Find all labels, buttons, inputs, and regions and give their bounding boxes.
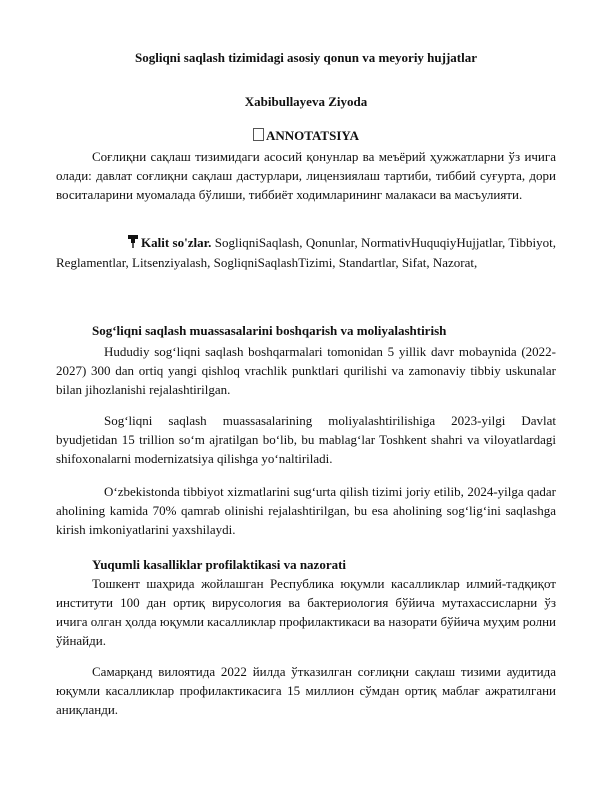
keywords-list: SogliqniSaqlash, Qonunlar, NormativHuquqiyHujjatlar, Tibbiyot, Reglamentlar, Litsenziyalash, SogliqniSaqlashTizimi, Standartlar, Sifat, Nazorat,	[56, 235, 556, 270]
paper-title: Sogliqni saqlash tizimidagi asosiy qonun va meyoriy hujjatlar	[134, 50, 478, 65]
annotation-heading	[56, 128, 556, 144]
keywords-label: Kalit so'zlar.	[141, 235, 212, 250]
section1-paragraph-2: Sog‘liqni saqlash muassasalarining moliyalashtirilishiga 2023-yilgi Davlat byudjetidan 15 trillion so‘m ajratilgan bo‘lib, bu mablag‘lar Toshkent shahri va viloyatlardagi shifoxonalarni modernizatsiya qilishga yo‘naltiriladi.	[56, 413, 556, 466]
missing-glyph-icon	[253, 128, 264, 141]
author-name: Xabibullayeva Ziyoda	[244, 94, 368, 109]
pushpin-icon	[92, 234, 138, 253]
section-heading-infectious-diseases: Yuqumli kasalliklar profilaktikasi va nazorati	[92, 557, 347, 572]
section2-paragraph-2: Самарқанд вилоятида 2022 йилда ўтказилган соғлиқни сақлаш тизими аудитида юқумли касалликлар профилактикасига 15 миллион сўмдан ортиқ маблағ ажратилгани аниқланди.	[56, 664, 556, 717]
section1-paragraph-3: O‘zbekistonda tibbiyot xizmatlarini sug‘urta qilish tizimi joriy etilib, 2024-yilga qadar aholining kamida 70% qamrab olinishi rejalashtirilgan, bu esa aholining sog‘lig‘ini saqlashga kirish imkoniyatlarini yaxshilaydi.	[56, 484, 556, 537]
section1-paragraph-1: Hududiy sog‘liqni saqlash boshqarmalari tomonidan 5 yillik davr mobaynida (2022-2027) 300 dan ortiq yangi qishloq vrachlik punktlari qurilishi va zamonaviy tibbiy uskunalar bilan jihozlanishi rejalashtirilgan.	[56, 344, 556, 397]
annotation-heading-text: ANNOTATSIYA	[266, 128, 359, 143]
section2-paragraph-1: Тошкент шаҳрида жойлашган Республика юқумли касалликлар илмий-тадқиқот институти 100 дан ортиқ вирусология ва бактериология бўйича мутахассисларни ўз ичига олган ҳолда юқумли касалликлар профилактикаси ва назорати бўйича муҳим ролни ўйнайди.	[56, 576, 556, 648]
annotation-text: Соғлиқни сақлаш тизимидаги асосий қонунлар ва меъёрий ҳужжатларни ўз ичига олади: давлат соғлиқни сақлаш дастурлари, лицензиялаш тартиби, тиббий суғурта, дори воситаларини муомалада бўлиши, тиббиёт ходимларининг малакаси ва масъулияти.	[56, 149, 556, 202]
keywords-paragraph	[56, 233, 556, 272]
section-heading-management: Sog‘liqni saqlash muassasalarini boshqarish va moliyalashtirish	[92, 323, 447, 338]
